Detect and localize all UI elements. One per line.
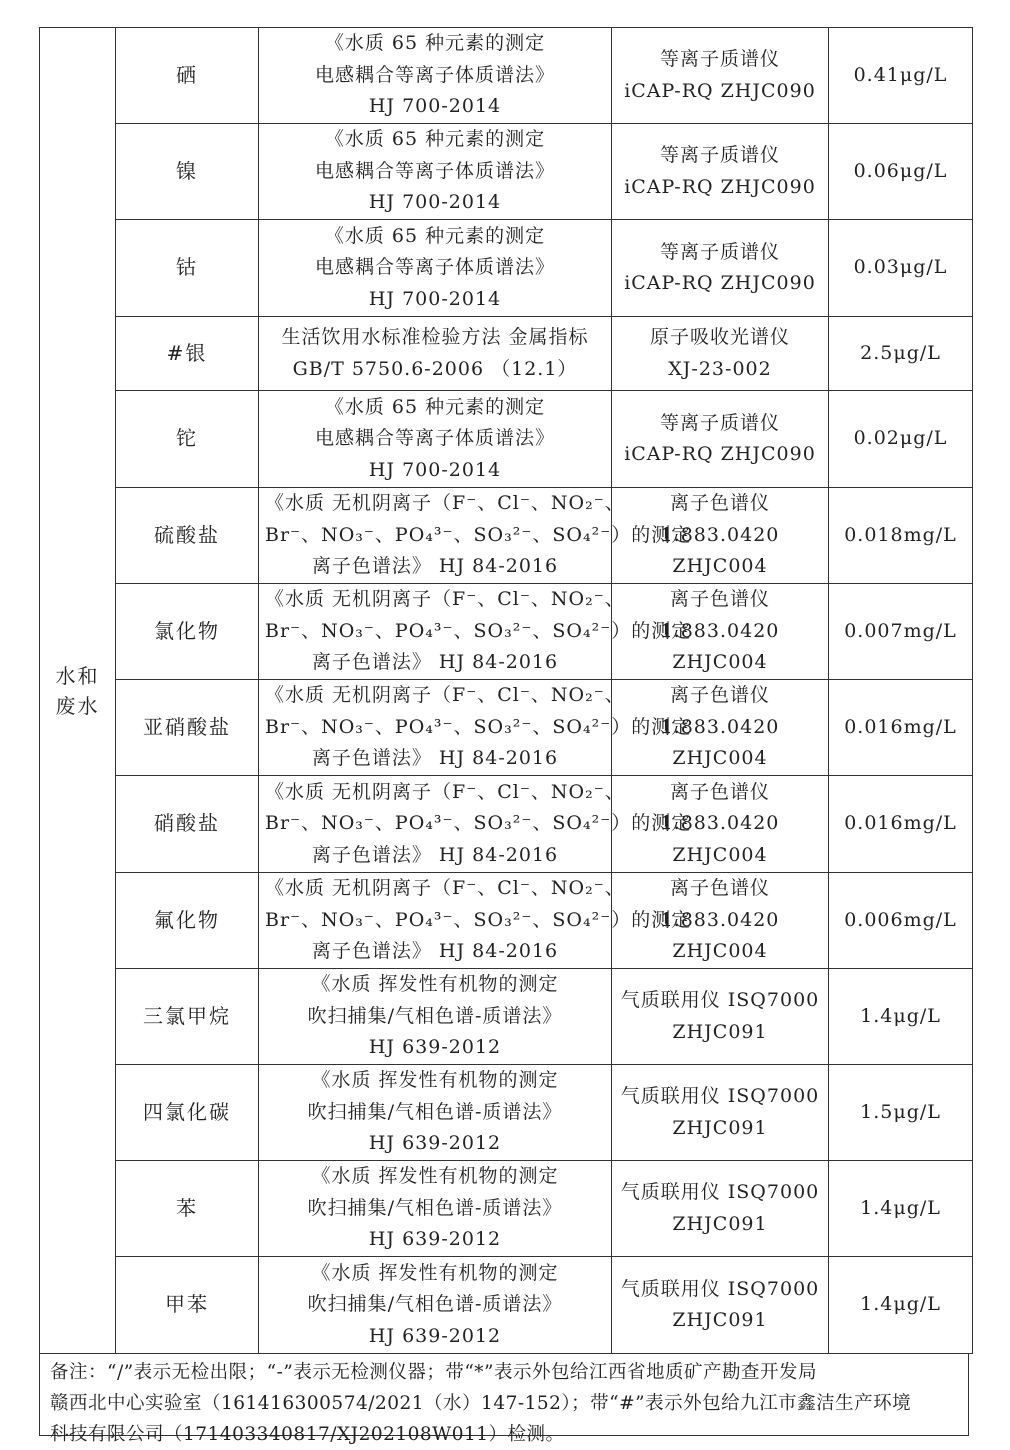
instrument-line: 等离子质谱仪 <box>659 240 780 263</box>
method-line: 《水质 65 种元素的测定 <box>324 128 546 151</box>
instrument-line: 气质联用仪 ISQ7000 <box>620 1085 820 1107</box>
method-line: 《水质 无机阴离子（F⁻、Cl⁻、NO₂⁻、 <box>265 877 625 900</box>
method-line: 离子色谱法》 HJ 84-2016 <box>311 747 559 770</box>
detection-limit-cell: 1.5μg/L <box>829 1065 973 1161</box>
instrument-line: 离子色谱仪 <box>669 492 770 515</box>
method-line: 《水质 65 种元素的测定 <box>324 224 546 247</box>
remarks-line: 备注：“/”表示无检出限；“-”表示无检测仪器；带“*”表示外包给江西省地质矿产勘查开发局 <box>50 1362 817 1383</box>
method-line: 《水质 65 种元素的测定 <box>324 32 546 55</box>
instrument-line: 离子色谱仪 <box>669 588 770 611</box>
method-line: 生活饮用水标准检验方法 金属指标 <box>281 326 589 348</box>
method-line: 电感耦合等离子体质谱法》 <box>314 427 555 450</box>
method-line: HJ 700-2014 <box>368 191 502 214</box>
detection-limit-cell: 0.02μg/L <box>829 391 973 488</box>
table-row <box>40 488 973 584</box>
method-line: Br⁻、NO₃⁻、PO₄³⁻、SO₃²⁻、SO₄²⁻）的测定 <box>265 908 692 931</box>
method-line: 离子色谱法》 HJ 84-2016 <box>311 843 559 866</box>
instrument-line: 气质联用仪 ISQ7000 <box>620 1181 820 1203</box>
instrument-line: iCAP-RQ ZHJC090 <box>624 79 816 102</box>
method-cell <box>259 1161 612 1257</box>
item-cell: 硫酸盐 <box>116 488 259 584</box>
item-cell: 氯化物 <box>116 584 259 680</box>
instrument-line: 等离子质谱仪 <box>659 144 780 166</box>
method-line: 《水质 无机阴离子（F⁻、Cl⁻、NO₂⁻、 <box>265 780 625 803</box>
table-row <box>40 969 973 1065</box>
item-cell: 钴 <box>116 220 259 317</box>
detection-limit-cell: 1.4μg/L <box>829 969 973 1065</box>
table-row <box>40 1065 973 1161</box>
method-line: 《水质 挥发性有机物的测定 <box>311 1069 559 1092</box>
method-line: 吹扫捕集/气相色谱-质谱法》 <box>307 1100 563 1123</box>
item-cell: 苯 <box>116 1161 259 1257</box>
method-cell <box>259 220 612 317</box>
item-cell: 硝酸盐 <box>116 776 259 873</box>
method-line: HJ 639-2012 <box>368 1324 502 1347</box>
instrument-line: 离子色谱仪 <box>669 780 770 803</box>
detection-limit-cell: 0.06μg/L <box>829 124 973 220</box>
method-line: 电感耦合等离子体质谱法》 <box>314 159 555 182</box>
table-row <box>40 1257 973 1354</box>
instrument-line: 气质联用仪 ISQ7000 <box>620 989 820 1011</box>
detection-limit-cell: 0.006mg/L <box>829 873 973 969</box>
item-cell: 甲苯 <box>116 1257 259 1354</box>
instrument-line: ZHJC091 <box>672 1309 768 1331</box>
instrument-line: 等离子质谱仪 <box>659 48 780 70</box>
instrument-line: 1.883.0420 <box>660 715 780 738</box>
instrument-line: 1.883.0420 <box>660 619 780 642</box>
method-cell <box>259 488 692 584</box>
method-line: 吹扫捕集/气相色谱-质谱法》 <box>307 1004 563 1027</box>
method-line: Br⁻、NO₃⁻、PO₄³⁻、SO₃²⁻、SO₄²⁻）的测定 <box>265 619 692 642</box>
method-cell <box>259 680 692 776</box>
detection-limit-cell: 0.016mg/L <box>829 680 973 776</box>
instrument-line: 1.883.0420 <box>660 908 780 931</box>
method-line: HJ 639-2012 <box>368 1132 502 1155</box>
item-cell: 硒 <box>116 28 259 124</box>
detection-limit-cell: 0.41μg/L <box>829 28 973 124</box>
category-line: 水和 <box>55 663 100 688</box>
instrument-line: 原子吸收光谱仪 <box>649 326 790 348</box>
method-line: 离子色谱法》 HJ 84-2016 <box>311 940 559 963</box>
detection-limit-cell: 2.5μg/L <box>829 317 973 391</box>
instrument-line: ZHJC091 <box>672 1212 768 1235</box>
instrument-line: ZHJC004 <box>672 555 768 578</box>
instrument-line: iCAP-RQ ZHJC090 <box>624 272 816 294</box>
item-cell: #银 <box>116 317 259 391</box>
method-line: 《水质 无机阴离子（F⁻、Cl⁻、NO₂⁻、 <box>265 588 625 611</box>
detection-limit-cell: 0.016mg/L <box>829 776 973 873</box>
method-line: 《水质 无机阴离子（F⁻、Cl⁻、NO₂⁻、 <box>265 684 625 707</box>
method-cell <box>259 391 612 488</box>
detection-limit-cell: 1.4μg/L <box>829 1161 973 1257</box>
method-line: HJ 700-2014 <box>368 287 502 310</box>
method-line: 《水质 挥发性有机物的测定 <box>311 973 559 996</box>
method-line: 吹扫捕集/气相色谱-质谱法》 <box>307 1196 563 1219</box>
table-row <box>40 1161 973 1257</box>
method-line: HJ 700-2014 <box>368 95 502 118</box>
detection-limit-cell: 1.4μg/L <box>829 1257 973 1354</box>
method-cell <box>259 776 692 873</box>
table-row <box>40 584 973 680</box>
instrument-line: XJ-23-002 <box>668 357 772 380</box>
instrument-line: 离子色谱仪 <box>669 877 770 900</box>
instrument-cell <box>612 124 829 220</box>
instrument-line: ZHJC004 <box>672 940 768 963</box>
category-cell <box>40 28 116 1354</box>
table-row <box>40 124 973 220</box>
instrument-cell <box>612 28 829 124</box>
remarks-line: 赣西北中心实验室（161416300574/2021（水）147-152）；带“#”表示外包给九江市鑫洁生产环境 <box>50 1393 912 1414</box>
detection-limit-cell: 0.018mg/L <box>829 488 973 584</box>
method-cell <box>259 28 612 124</box>
instrument-line: iCAP-RQ ZHJC090 <box>624 443 816 465</box>
instrument-cell <box>612 1065 829 1161</box>
category-line: 废水 <box>55 693 100 718</box>
item-cell: 镍 <box>116 124 259 220</box>
method-line: 吹扫捕集/气相色谱-质谱法》 <box>307 1293 563 1316</box>
document-page <box>39 27 972 1445</box>
table-row <box>40 680 973 776</box>
method-cell <box>259 1257 612 1354</box>
table-row <box>40 28 973 124</box>
remarks-line: 科技有限公司（171403340817/XJ202108W011）检测。 <box>50 1424 565 1445</box>
method-line: 离子色谱法》 HJ 84-2016 <box>311 555 559 578</box>
method-cell <box>259 1065 612 1161</box>
method-line: Br⁻、NO₃⁻、PO₄³⁻、SO₃²⁻、SO₄²⁻）的测定 <box>265 812 692 835</box>
remarks-note <box>39 1354 969 1445</box>
method-cell <box>259 584 692 680</box>
instrument-cell <box>612 1257 829 1354</box>
instrument-line: 等离子质谱仪 <box>659 411 780 434</box>
item-cell: 四氯化碳 <box>116 1065 259 1161</box>
instrument-line: iCAP-RQ ZHJC090 <box>624 175 816 198</box>
detection-limit-cell: 0.03μg/L <box>829 220 973 317</box>
method-line: 《水质 无机阴离子（F⁻、Cl⁻、NO₂⁻、 <box>265 492 625 515</box>
item-cell: 三氯甲烷 <box>116 969 259 1065</box>
method-line: HJ 700-2014 <box>368 458 502 481</box>
method-cell <box>259 873 692 969</box>
instrument-line: ZHJC091 <box>672 1020 768 1043</box>
method-cell <box>259 124 612 220</box>
table-row <box>40 391 973 488</box>
method-line: 电感耦合等离子体质谱法》 <box>314 63 555 86</box>
instrument-line: ZHJC004 <box>672 747 768 770</box>
method-line: Br⁻、NO₃⁻、PO₄³⁻、SO₃²⁻、SO₄²⁻）的测定 <box>265 523 692 546</box>
method-line: 电感耦合等离子体质谱法》 <box>314 256 555 279</box>
detection-limit-cell: 0.007mg/L <box>829 584 973 680</box>
method-line: HJ 639-2012 <box>368 1228 502 1251</box>
instrument-line: ZHJC004 <box>672 843 768 866</box>
instrument-cell <box>612 220 829 317</box>
method-cell <box>259 317 612 391</box>
method-line: 《水质 挥发性有机物的测定 <box>311 1165 559 1188</box>
method-cell <box>259 969 612 1065</box>
item-cell: 氟化物 <box>116 873 259 969</box>
instrument-cell <box>612 317 829 391</box>
table-row <box>40 873 973 969</box>
instrument-cell <box>612 391 829 488</box>
instrument-line: 气质联用仪 ISQ7000 <box>620 1277 820 1300</box>
table-row <box>40 317 973 391</box>
method-line: GB/T 5750.6-2006 （12.1） <box>292 357 578 380</box>
instrument-line: 1.883.0420 <box>660 523 780 546</box>
method-line: 离子色谱法》 HJ 84-2016 <box>311 651 559 674</box>
instrument-line: 1.883.0420 <box>660 812 780 835</box>
detection-method-table <box>39 27 973 1354</box>
method-line: Br⁻、NO₃⁻、PO₄³⁻、SO₃²⁻、SO₄²⁻）的测定 <box>265 715 692 738</box>
instrument-cell <box>612 1161 829 1257</box>
instrument-line: ZHJC091 <box>672 1116 768 1139</box>
method-line: 《水质 挥发性有机物的测定 <box>311 1261 559 1284</box>
table-row <box>40 776 973 873</box>
method-line: 《水质 65 种元素的测定 <box>324 395 546 418</box>
method-line: HJ 639-2012 <box>368 1036 502 1059</box>
item-cell: 亚硝酸盐 <box>116 680 259 776</box>
instrument-line: 离子色谱仪 <box>669 684 770 707</box>
instrument-cell <box>612 969 829 1065</box>
item-cell: 铊 <box>116 391 259 488</box>
instrument-line: ZHJC004 <box>672 651 768 674</box>
table-row <box>40 220 973 317</box>
